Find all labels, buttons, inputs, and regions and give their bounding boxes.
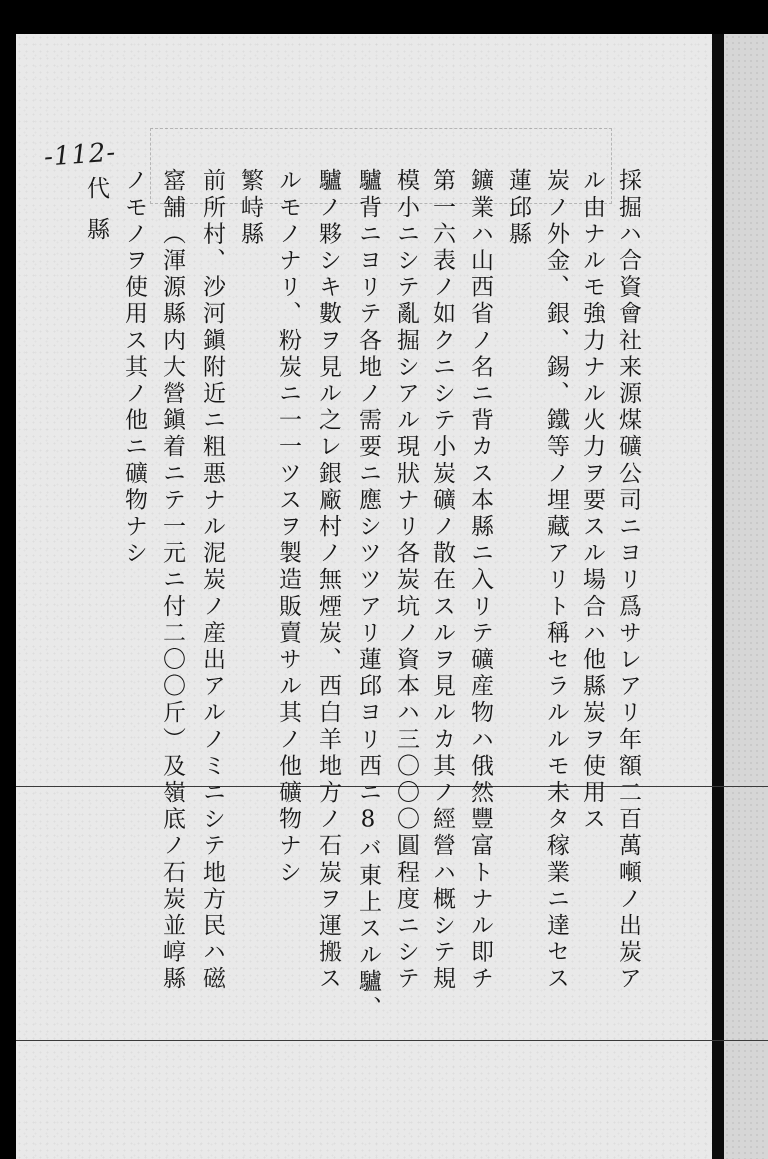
text-column: 第一六表ノ如クニシテ小炭礦ノ散在スルヲ見ルカ其ノ經營ハ概シテ規 [429, 168, 455, 993]
section-heading: 蓮邱縣 [505, 168, 531, 248]
section-heading: 代縣 [83, 176, 109, 258]
text-column: 驢背ニヨリテ各地ノ需要ニ應シツツアリ蓮邱ヨリ西ニ8バ東上スル驢、 [355, 168, 381, 1023]
text-column: 前所村、沙河鎭附近ニ粗悪ナル泥炭ノ産出アルノミニシテ地方民ハ磁 [199, 168, 225, 993]
text-column: 驢ノ夥シキ數ヲ見ル之レ銀廠村ノ無煙炭、西白羊地方ノ石炭ヲ運搬ス [315, 168, 341, 993]
page-number: -112- [43, 137, 118, 173]
text-column: 鑛業ハ山西省ノ名ニ背カス本縣ニ入リテ礦産物ハ俄然豐富トナル即チ [467, 168, 493, 993]
page-gutter [712, 34, 724, 1159]
section-heading: 繁峙縣 [237, 168, 263, 248]
text-column: 窰舗（渾源縣内大營鎭着ニテ一元ニ付二〇〇斤）及嶺底ノ石炭並崞縣 [159, 168, 185, 993]
scan-line-upper [16, 786, 768, 787]
text-column: ル由ナルモ強力ナル火力ヲ要スル場合ハ他縣炭ヲ使用ス [579, 168, 605, 833]
text-column: ノモノヲ使用ス其ノ他ニ礦物ナシ [121, 168, 147, 567]
text-column: ルモノナリ、粉炭ニ一一ツスヲ製造販賣サル其ノ他礦物ナシ [275, 168, 301, 887]
adjacent-page-edge [724, 34, 768, 1159]
text-column: 炭ノ外金、銀、錫、鐵等ノ埋藏アリト稱セラルルモ未タ稼業ニ達セス [543, 168, 569, 993]
text-column: 採掘ハ合資會社来源煤礦公司ニヨリ爲サレアリ年額二百萬噸ノ出炭ア [615, 168, 641, 993]
scan-line-lower [16, 1040, 768, 1041]
text-column: 模小ニシテ亂掘シアル現狀ナリ各炭坑ノ資本ハ三〇〇〇圓程度ニシテ [393, 168, 419, 993]
